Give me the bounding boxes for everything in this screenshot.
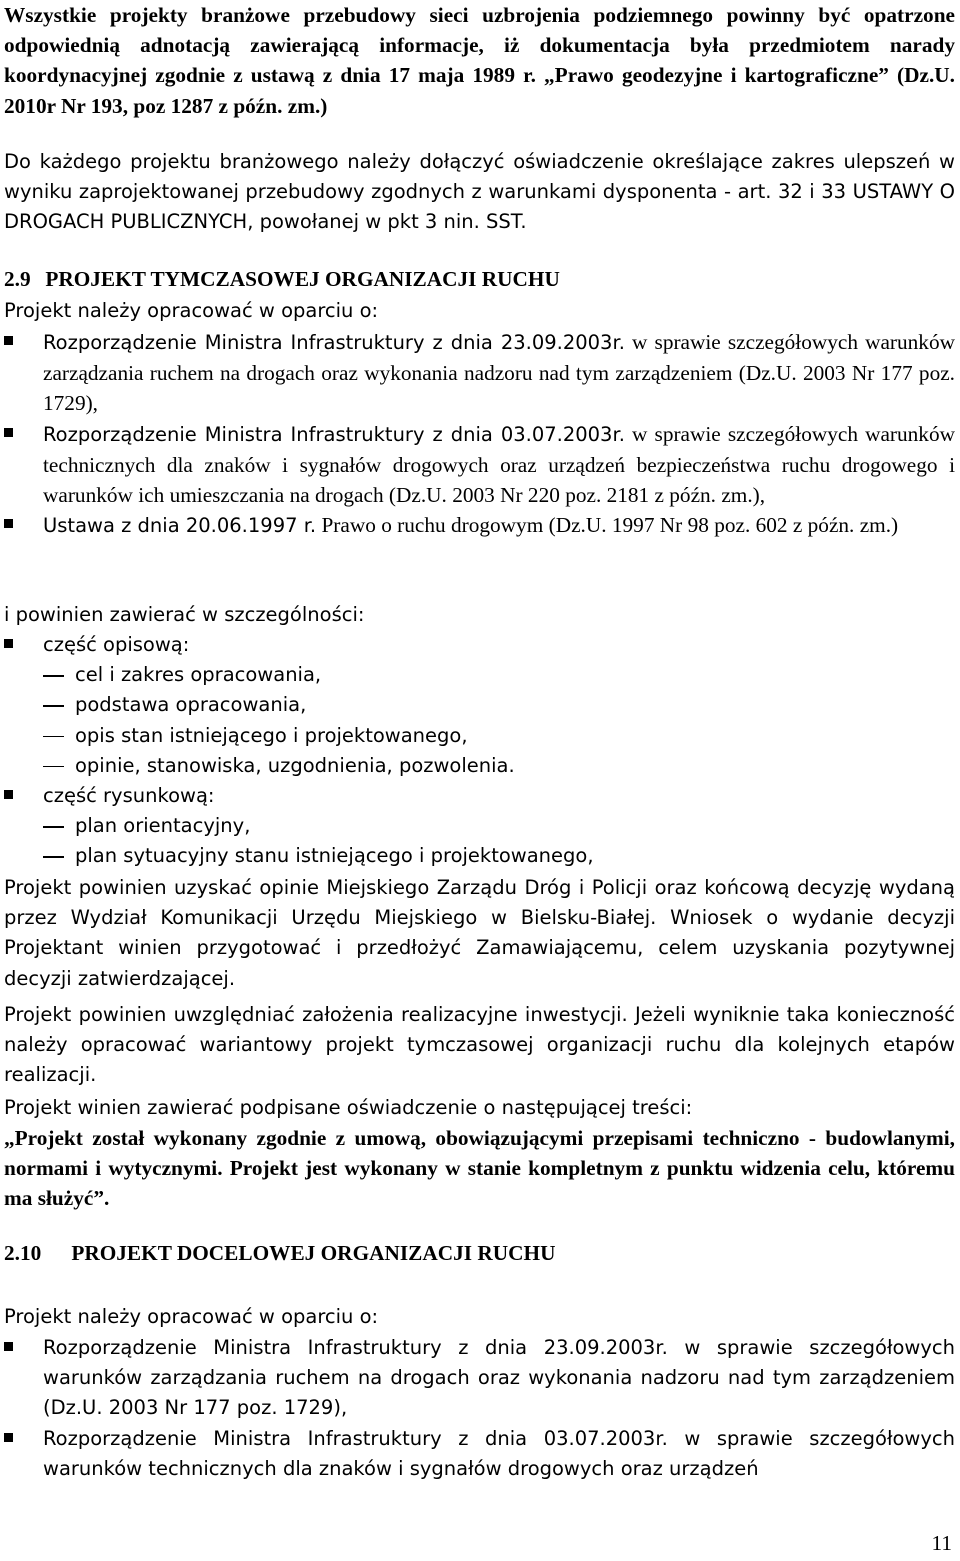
- basis-item-rest: w sprawie szczegółowych warunków zarządzania ruchem na drogach oraz wykonania nadzoru nad tym zarządzeniem (Dz.U. 2003 Nr 177 poz. 1729),: [43, 330, 955, 416]
- basis-item-lead: Rozporządzenie Ministra Infrastruktury z dnia 23.09.2003r.: [43, 1336, 668, 1359]
- dash-bullet-icon: [43, 766, 64, 768]
- basis-item-lead: Rozporządzenie Ministra Infrastruktury z dnia 23.09.2003r.: [43, 331, 625, 354]
- dash-bullet-icon: [43, 736, 64, 738]
- section-2-9-number: 2.9: [4, 267, 31, 291]
- descriptive-list-item: podstawa opracowania,: [4, 690, 955, 720]
- dash-bullet-icon: [43, 856, 64, 858]
- descriptive-part-list: [4, 630, 955, 872]
- square-bullet-icon: [4, 336, 13, 345]
- basis-list-item: [4, 419, 955, 511]
- statement-intro-paragraph: Projekt winien zawierać podpisane oświadczenie o następującej treści:: [4, 1096, 693, 1119]
- section-2-9-basis-intro: Projekt należy opracować w oparciu o:: [4, 299, 379, 322]
- square-bullet-icon: [4, 1342, 13, 1351]
- basis-list-item: [4, 1424, 955, 1484]
- square-bullet-icon: [4, 519, 13, 528]
- basis-list-item: [4, 327, 955, 419]
- variants-paragraph: Projekt powinien uwzględniać założenia realizacyjne inwestycji. Jeżeli wyniknie taka konieczność należy opracować wariantowy projekt tymczasowej organizacji ruchu dla kolejnych etapów realizacji.: [4, 1003, 955, 1087]
- section-2-9-heading: [4, 264, 560, 294]
- square-bullet-icon: [4, 428, 13, 437]
- basis-item-rest: w sprawie szczegółowych warunków technicznych dla znaków i sygnałów drogowych oraz urządzeń bezpieczeństwa ruchu drogowego i warunków ich umieszczania na drogach (Dz.U. 2003 Nr 220 poz. 2181 z późn. zm.),: [43, 421, 955, 508]
- dash-bullet-icon: [43, 826, 64, 828]
- basis-item-lead: Rozporządzenie Ministra Infrastruktury z dnia 03.07.2003r.: [43, 422, 625, 446]
- descriptive-list-item: opinie, stanowiska, uzgodnienia, pozwolenia.: [4, 751, 955, 781]
- section-2-9-contents-intro: i powinien zawierać w szczególności:: [4, 603, 365, 626]
- basis-item-rest: w sprawie szczegółowych warunków technicznych dla znaków i sygnałów drogowych oraz urządzeń: [43, 1426, 955, 1480]
- basis-item-lead: Rozporządzenie Ministra Infrastruktury z dnia 03.07.2003r.: [43, 1426, 668, 1450]
- basis-item-rest: Prawo o ruchu drogowym (Dz.U. 1997 Nr 98 poz. 602 z późn. zm.): [316, 513, 899, 538]
- descriptive-part-label: część opisową:: [4, 630, 955, 660]
- dash-bullet-icon: [43, 675, 64, 677]
- square-bullet-icon: [4, 1433, 13, 1442]
- basis-item-rest: w sprawie szczegółowych warunków zarządzania ruchem na drogach oraz wykonania nadzoru nad tym zarządzeniem (Dz.U. 2003 Nr 177 poz. 1729),: [43, 1336, 955, 1420]
- section-2-10-basis-list: [4, 1333, 955, 1484]
- square-bullet-icon: [4, 790, 13, 799]
- statement-bold-paragraph: „Projekt został wykonany zgodnie z umową, obowiązującymi przepisami techniczno - budowlanymi, normami i wytycznymi. Projekt jest wykonany w stanie kompletnym z punktu widzenia celu, któremu ma służyć”.: [4, 1126, 955, 1211]
- drawing-part-label: część rysunkową:: [4, 781, 955, 811]
- drawing-list-item: plan sytuacyjny stanu istniejącego i projektowanego,: [4, 841, 955, 871]
- descriptive-list-item: opis stan istniejącego i projektowanego,: [4, 721, 955, 751]
- intro-statement-paragraph: Do każdego projektu branżowego należy dołączyć oświadczenie określające zakres ulepszeń w wyniku zaprojektowanej przebudowy zgodnych z warunkami dysponenta - art. 32 i 33 USTAWY O DROGACH PUBLICZNYCH, powołanej w pkt 3 nin. SST.: [4, 150, 955, 234]
- section-2-10-number: 2.10: [4, 1241, 42, 1265]
- intro-bold-paragraph: Wszystkie projekty branżowe przebudowy sieci uzbrojenia podziemnego powinny być opatrzone odpowiednią adnotacją zawierającą informacje, iż dokumentacja była przedmiotem narady koordynacyjnej zgodnie z ustawą z dnia 17 maja 1989 r. „Prawo geodezyjne i kartograficzne” (Dz.U. 2010r Nr 193, poz 1287 z późn. zm.): [4, 3, 955, 118]
- opinions-paragraph: Projekt powinien uzyskać opinie Miejskiego Zarządu Dróg i Policji oraz końcową decyzję wydaną przez Wydział Komunikacji Urzędu Miejskiego w Bielsku-Białej. Wniosek o wydanie decyzji Projektant winien przygotować i przedłożyć Zamawiającemu, celem uzyskania pozytywnej decyzji zatwierdzającej.: [4, 876, 955, 990]
- descriptive-list-item: cel i zakres opracowania,: [4, 660, 955, 690]
- square-bullet-icon: [4, 639, 13, 648]
- basis-list-item: [4, 510, 955, 541]
- section-2-10-heading: [4, 1238, 556, 1268]
- section-2-10-title: PROJEKT DOCELOWEJ ORGANIZACJI RUCHU: [71, 1241, 556, 1265]
- dash-bullet-icon: [43, 705, 64, 707]
- section-2-9-basis-list: [4, 327, 955, 541]
- drawing-list-item: plan orientacyjny,: [4, 811, 955, 841]
- section-2-9-title: PROJEKT TYMCZASOWEJ ORGANIZACJI RUCHU: [45, 267, 560, 291]
- page-number: 11: [931, 1531, 952, 1555]
- basis-item-lead: Ustawa z dnia 20.06.1997 r.: [43, 514, 317, 538]
- basis-list-item: [4, 1333, 955, 1424]
- section-2-10-basis-intro: Projekt należy opracować w oparciu o:: [4, 1305, 379, 1328]
